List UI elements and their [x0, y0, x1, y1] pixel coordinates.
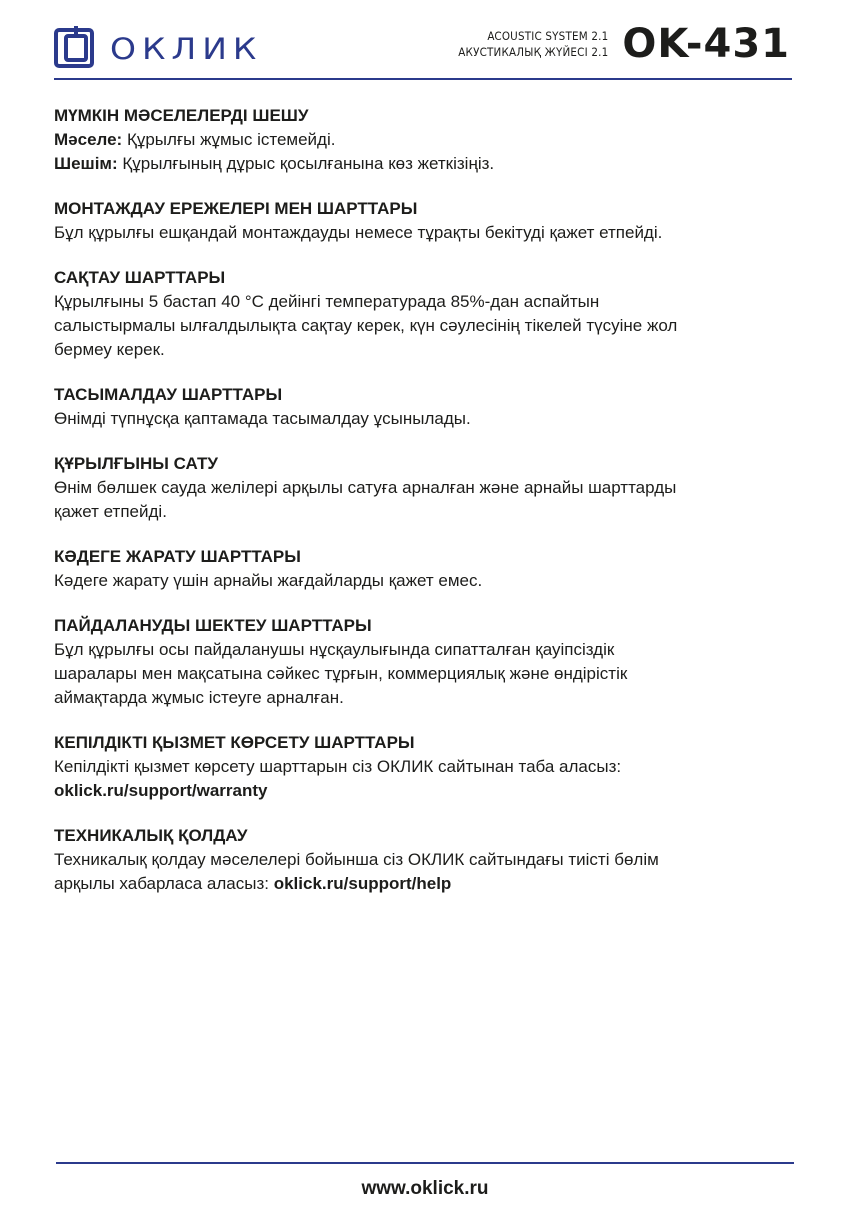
product-model: OK-431: [622, 21, 790, 67]
header-divider: [54, 78, 792, 80]
section-text-line: салыстырмалы ылғалдылықта сақтау керек, күн сәулесінің тікелей түсуіне жол: [54, 316, 678, 335]
section-title: ПАЙДАЛАНУДЫ ШЕКТЕУ ШАРТТАРЫ: [54, 616, 372, 635]
section-transport: [54, 383, 794, 431]
section-installation: [54, 197, 794, 245]
section-text-line: Құрылғыны 5 бастап 40 °С дейінгі температурада 85%-дан аспайтын: [54, 292, 600, 311]
product-subtitle-kz: АКУСТИКАЛЫҚ ЖҮЙЕСІ 2.1: [458, 45, 609, 59]
problem-text: Құрылғы жұмыс істемейді.: [122, 130, 336, 149]
solution-label: Шешім:: [54, 154, 118, 173]
section-title: ТЕХНИКАЛЫҚ ҚОЛДАУ: [54, 826, 248, 845]
section-disposal: [54, 545, 794, 593]
section-text-line: шаралары мен мақсатына сәйкес тұрғын, коммерциялық және өндірістік: [54, 664, 628, 683]
document-body: [54, 104, 794, 917]
problem-label: Мәселе:: [54, 130, 123, 149]
section-support: [54, 824, 794, 896]
product-heading: [458, 21, 790, 67]
section-usage-limits: [54, 614, 794, 710]
section-text: Кепілдікті қызмет көрсету шарттарын сіз ОКЛИК сайтынан таба аласыз:: [54, 757, 622, 776]
brand-logo: [54, 26, 262, 70]
section-title: КӘДЕГЕ ЖАРАТУ ШАРТТАРЫ: [54, 547, 301, 566]
section-text-line: Өнім бөлшек сауда желілері арқылы сатуға арналған және арнайы шарттарды: [54, 478, 677, 497]
support-contact-line: [54, 872, 794, 896]
footer-divider: [56, 1162, 794, 1164]
section-text-line: бермеу керек.: [54, 340, 165, 359]
section-text-line: Бұл құрылғы осы пайдаланушы нұсқаулығында сипатталған қауіпсіздік: [54, 640, 615, 659]
page-header: [0, 0, 850, 80]
problem-line: [54, 128, 794, 152]
section-text-line: қажет етпейді.: [54, 502, 167, 521]
section-text-line: Техникалық қолдау мәселелері бойынша сіз ОКЛИК сайтындағы тиісті бөлім: [54, 850, 659, 869]
support-contact-prefix: арқылы хабарласа аласыз:: [54, 874, 274, 893]
section-title: ТАСЫМАЛДАУ ШАРТТАРЫ: [54, 385, 283, 404]
brand-logo-icon: [54, 26, 98, 70]
product-subtitle-en: ACOUSTIC SYSTEM 2.1: [487, 29, 609, 43]
support-link[interactable]: oklick.ru/support/help: [273, 874, 452, 893]
product-subtitle: [458, 28, 608, 60]
warranty-link[interactable]: oklick.ru/support/warranty: [54, 781, 268, 800]
section-text: Бұл құрылғы ешқандай монтаждауды немесе тұрақты бекітуді қажет етпейді.: [54, 223, 663, 242]
section-title: КЕПІЛДІКТІ ҚЫЗМЕТ КӨРСЕТУ ШАРТТАРЫ: [54, 733, 415, 752]
solution-text: Құрылғының дұрыс қосылғанына көз жеткізіңіз.: [117, 154, 495, 173]
section-title: МҮМКІН МӘСЕЛЕЛЕРДІ ШЕШУ: [54, 106, 309, 125]
footer-website-link[interactable]: www.oklick.ru: [361, 1178, 489, 1199]
section-sale: [54, 452, 794, 524]
section-title: ҚҰРЫЛҒЫНЫ САТУ: [54, 454, 218, 473]
section-title: МОНТАЖДАУ ЕРЕЖЕЛЕРІ МЕН ШАРТТАРЫ: [54, 199, 418, 218]
section-text-line: аймақтарда жұмыс істеуге арналған.: [54, 688, 344, 707]
solution-line: [54, 152, 794, 176]
section-text: Кәдеге жарату үшін арнайы жағдайларды қажет емес.: [54, 571, 483, 590]
section-text: Өнімді түпнұсқа қаптамада тасымалдау ұсынылады.: [54, 409, 471, 428]
brand-name: ОКЛИК: [110, 30, 263, 66]
section-troubleshooting: [54, 104, 794, 176]
section-title: САҚТАУ ШАРТТАРЫ: [54, 268, 226, 287]
section-storage: [54, 266, 794, 362]
section-warranty: [54, 731, 794, 803]
